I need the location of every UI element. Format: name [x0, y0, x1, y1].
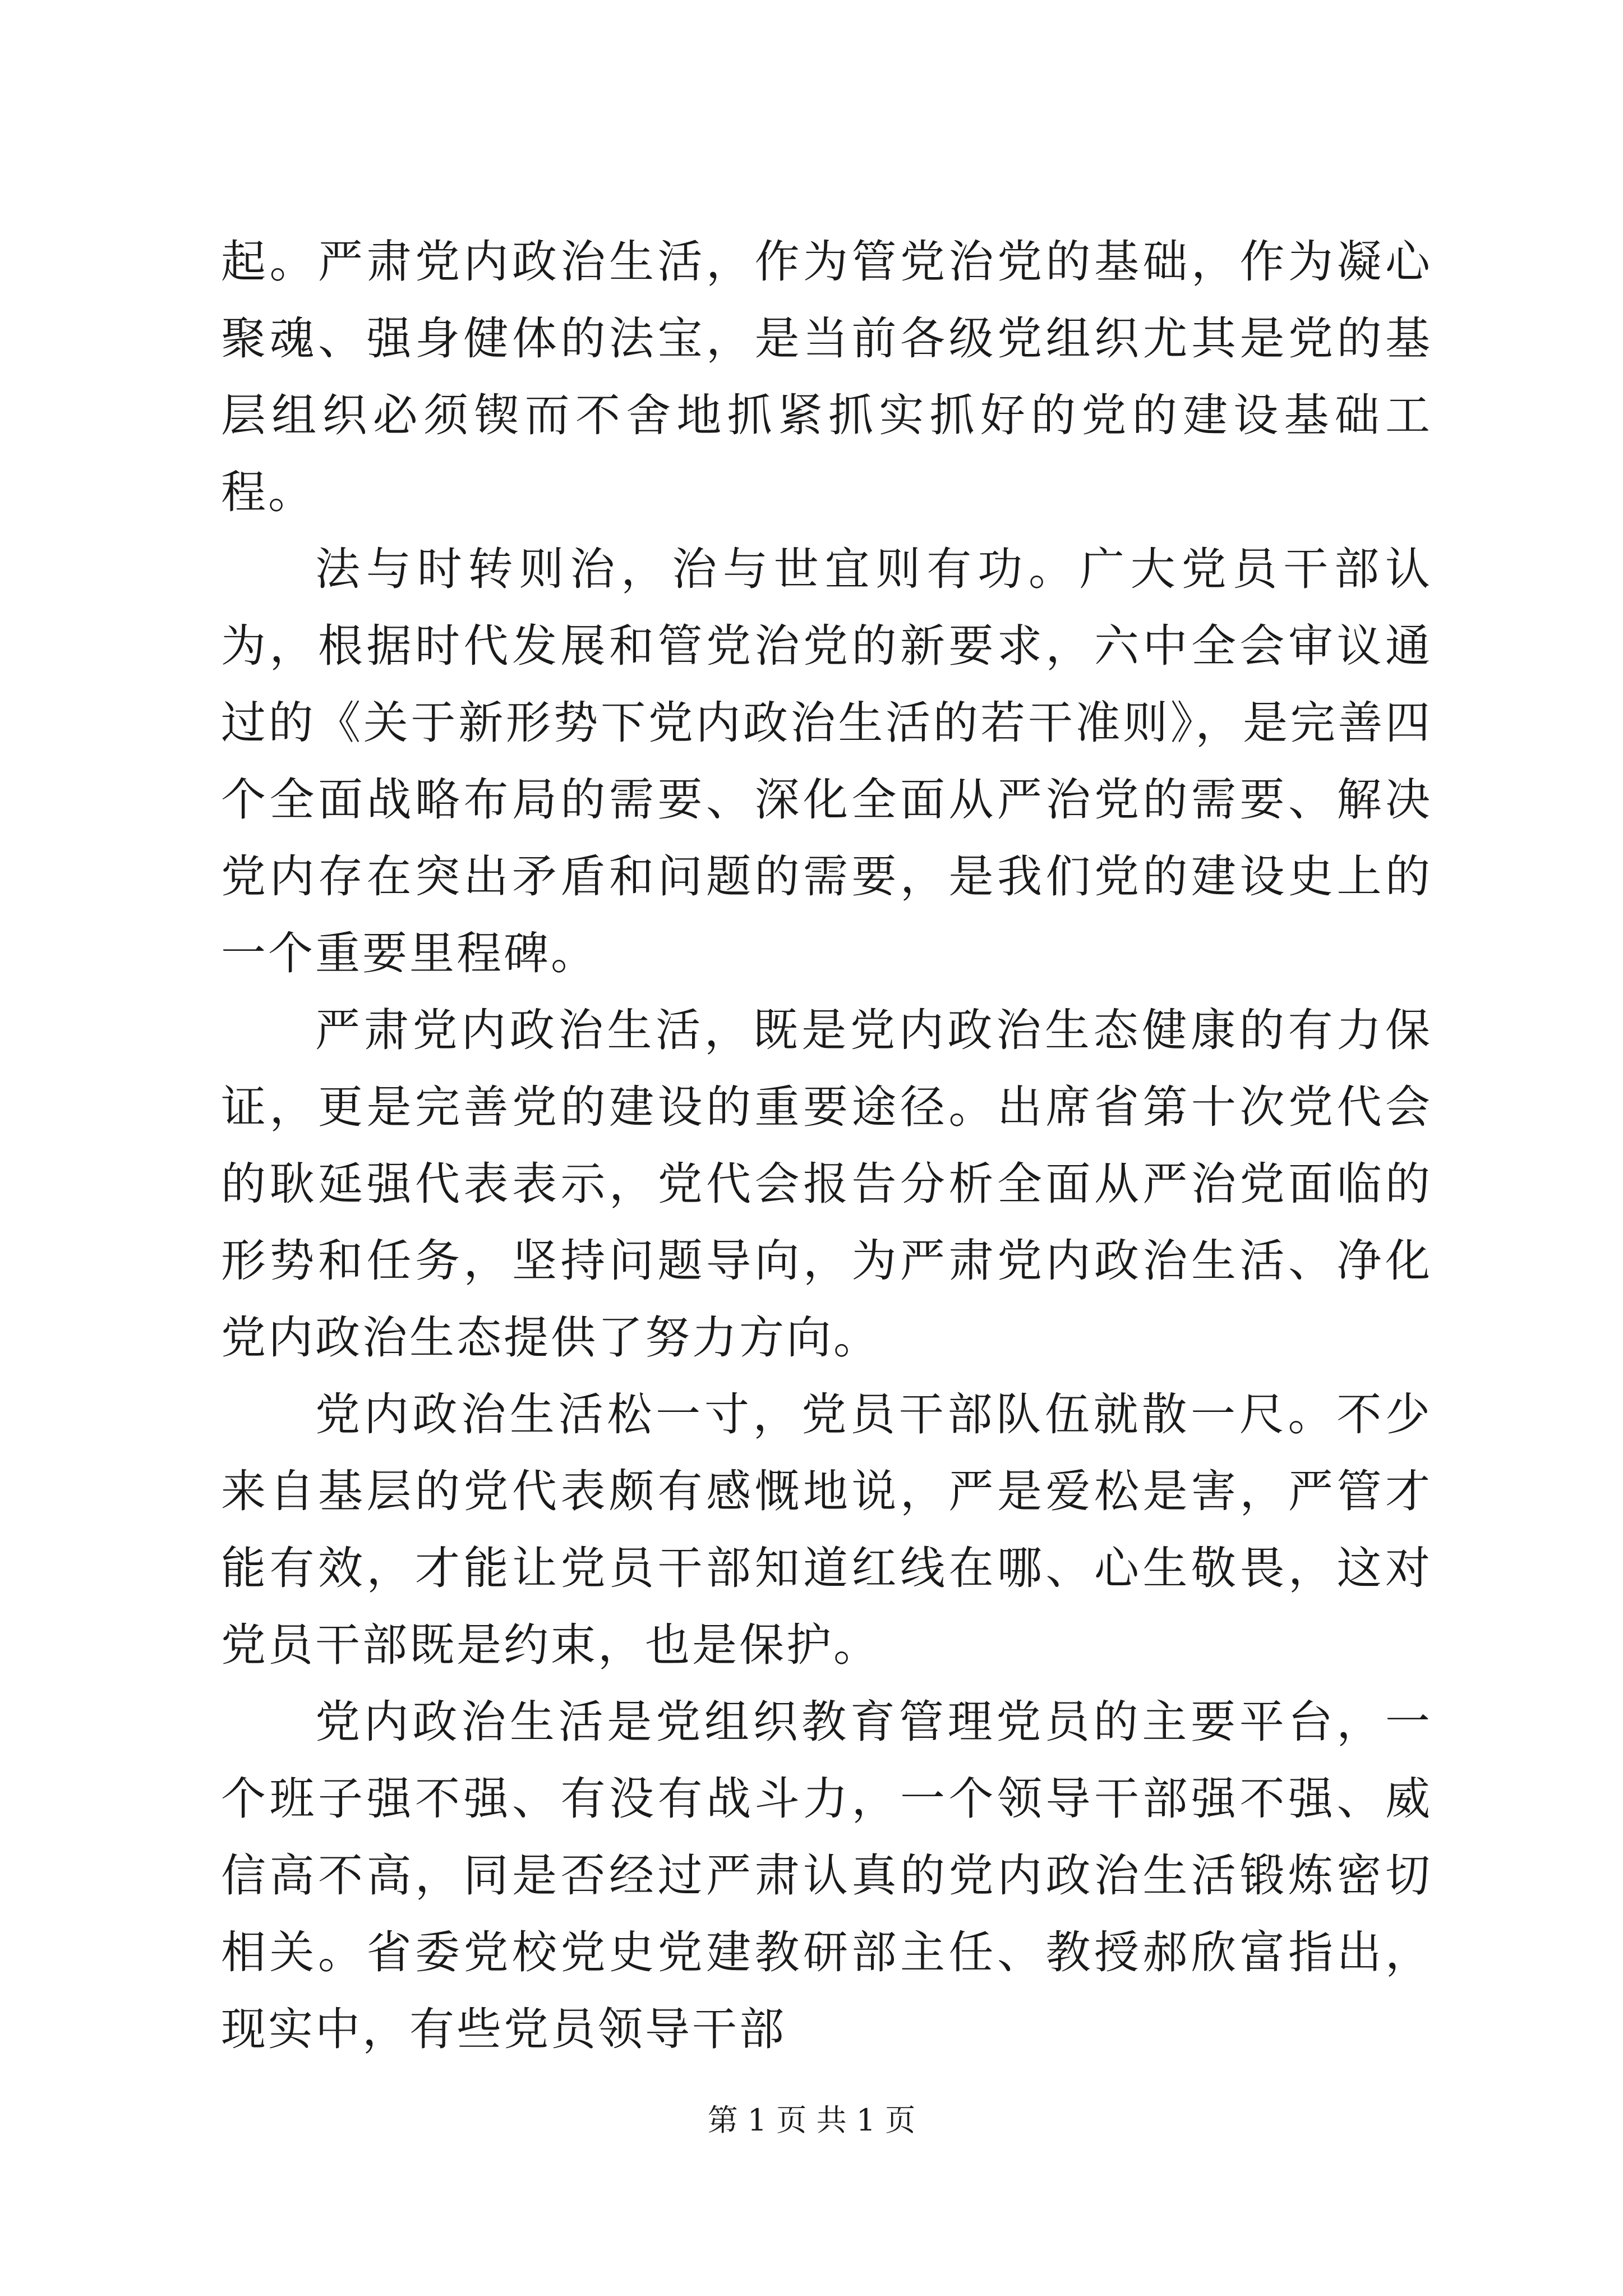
paragraph-2: 法与时转则治，治与世宜则有功。广大党员干部认为，根据时代发展和管党治党的新要求，六中全会审议通过的《关于新形势下党内政治生活的若干准则》，是完善四个全面战略布局的需要、深化全面从严治党的需要、解决党内存在突出矛盾和问题的需要，是我们党的建设史上的一个重要里程碑。: [221, 543, 1432, 979]
page-footer: 第 1 页 共 1 页: [707, 2102, 916, 2138]
paragraph-3: 严肃党内政治生活，既是党内政治生态健康的有力保证，更是完善党的建设的重要途径。出席省第十次党代会的耿延强代表表示，党代会报告分析全面从严治党面临的形势和任务，坚持问题导向，为严肃党内政治生活、净化党内政治生态提供了努力方向。: [221, 1004, 1432, 1364]
paragraph-4: 党内政治生活松一寸，党员干部队伍就散一尺。不少来自基层的党代表颇有感慨地说，严是爱松是害，严管才能有效，才能让党员干部知道红线在哪、心生敬畏，这对党员干部既是约束，也是保护。: [221, 1388, 1432, 1671]
document-body: [221, 223, 1432, 2068]
paragraph-1: 起。严肃党内政治生活，作为管党治党的基础，作为凝心聚魂、强身健体的法宝，是当前各级党组织尤其是党的基层组织必须锲而不舍地抓紧抓实抓好的党的建设基础工程。: [221, 236, 1432, 518]
paragraph-5: 党内政治生活是党组织教育管理党员的主要平台，一个班子强不强、有没有战斗力，一个领导干部强不强、威信高不高，同是否经过严肃认真的党内政治生活锻炼密切相关。省委党校党史党建教研部主任、教授郝欣富指出，现实中，有些党员领导干部: [221, 1696, 1432, 2055]
